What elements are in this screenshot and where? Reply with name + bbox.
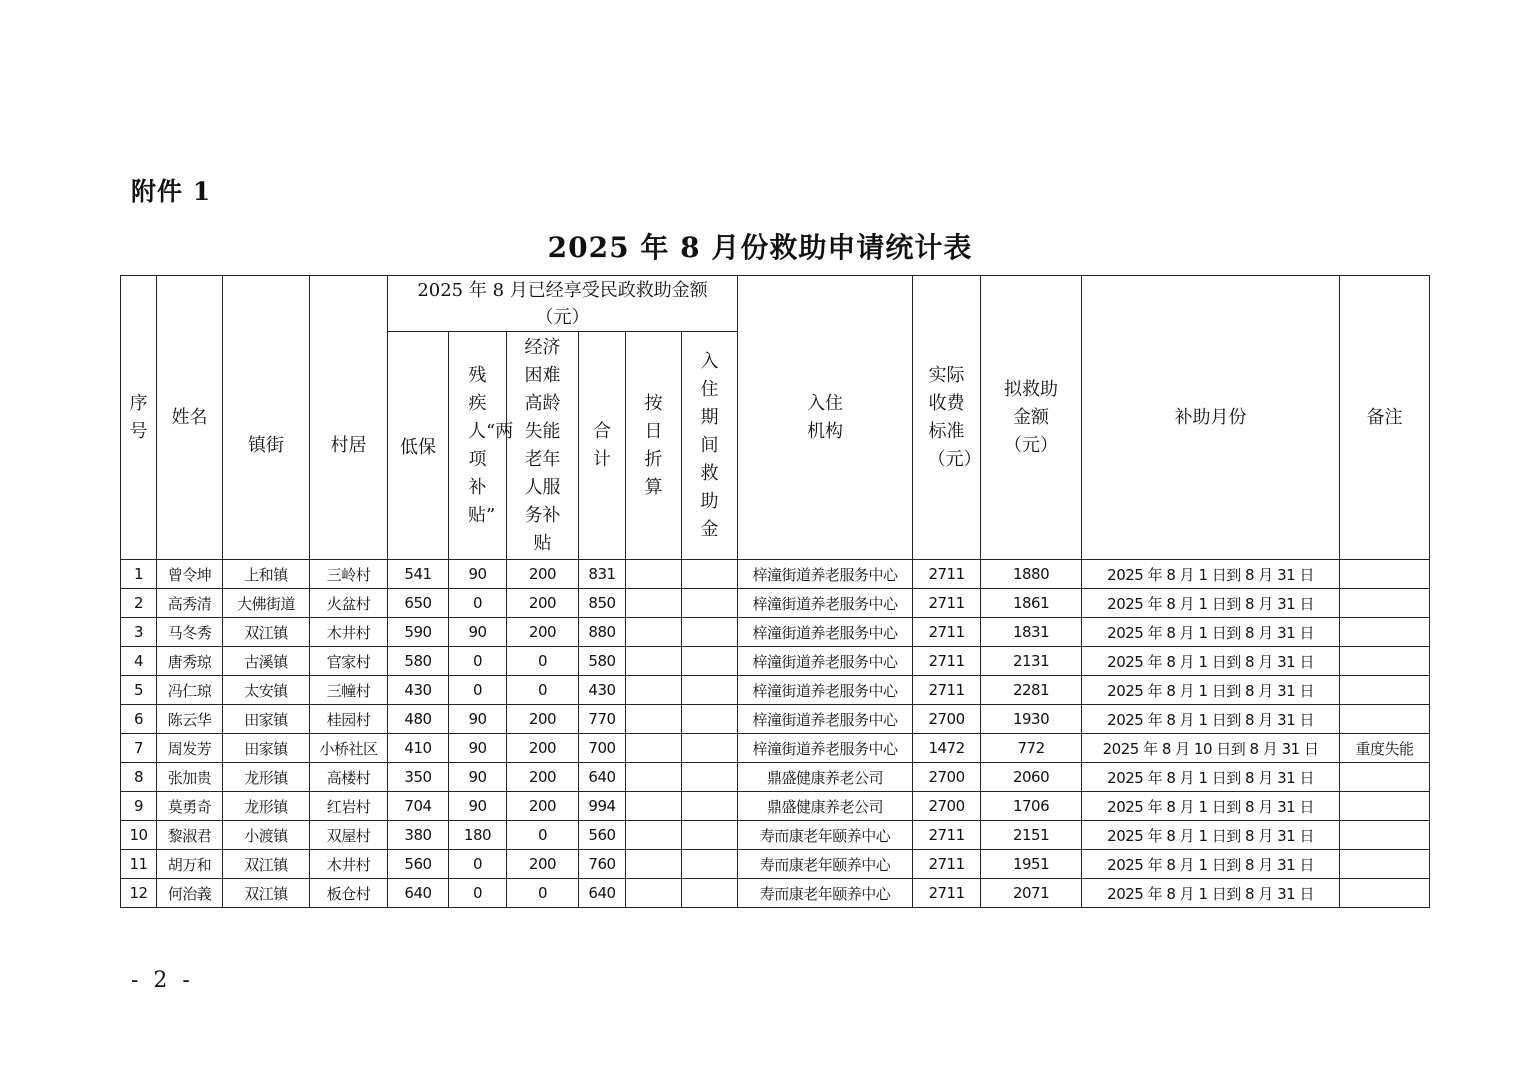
cell-remark — [1340, 589, 1430, 618]
header-dibao: 低保 — [388, 332, 449, 560]
cell-institution: 梓潼街道养老服务中心 — [738, 676, 913, 705]
cell-institution: 梓潼街道养老服务中心 — [738, 560, 913, 589]
cell-daily — [626, 560, 682, 589]
cell-stay-aid — [682, 647, 738, 676]
cell-proposed: 1706 — [981, 792, 1082, 821]
cell-village: 高楼村 — [310, 763, 388, 792]
cell-total: 880 — [579, 618, 626, 647]
page-number: - 2 - — [131, 968, 194, 993]
cell-disabled: 0 — [449, 589, 507, 618]
cell-disabled: 0 — [449, 647, 507, 676]
cell-town: 双江镇 — [223, 618, 310, 647]
cell-town: 双江镇 — [223, 850, 310, 879]
cell-town: 田家镇 — [223, 734, 310, 763]
cell-proposed: 2281 — [981, 676, 1082, 705]
header-seq: 序号 — [121, 276, 157, 560]
cell-town: 田家镇 — [223, 705, 310, 734]
cell-fee: 2711 — [913, 850, 981, 879]
cell-stay-aid — [682, 618, 738, 647]
cell-remark — [1340, 618, 1430, 647]
attachment-label: 附件 1 — [131, 177, 212, 206]
cell-seq: 8 — [121, 763, 157, 792]
cell-seq: 10 — [121, 821, 157, 850]
cell-elderly: 200 — [507, 560, 579, 589]
cell-dibao: 480 — [388, 705, 449, 734]
cell-total: 640 — [579, 879, 626, 908]
cell-elderly: 0 — [507, 879, 579, 908]
cell-name: 何治義 — [157, 879, 223, 908]
cell-village: 官家村 — [310, 647, 388, 676]
header-fee: 实际收费标准（元） — [913, 276, 981, 560]
cell-seq: 7 — [121, 734, 157, 763]
cell-stay-aid — [682, 705, 738, 734]
cell-village: 三幢村 — [310, 676, 388, 705]
cell-daily — [626, 879, 682, 908]
cell-town: 龙形镇 — [223, 763, 310, 792]
cell-name: 张加贵 — [157, 763, 223, 792]
cell-fee: 2700 — [913, 763, 981, 792]
cell-name: 高秀清 — [157, 589, 223, 618]
cell-institution: 寿而康老年颐养中心 — [738, 821, 913, 850]
cell-daily — [626, 705, 682, 734]
cell-disabled: 90 — [449, 792, 507, 821]
header-total: 合计 — [579, 332, 626, 560]
cell-daily — [626, 850, 682, 879]
cell-proposed: 1930 — [981, 705, 1082, 734]
cell-elderly: 200 — [507, 618, 579, 647]
cell-elderly: 200 — [507, 705, 579, 734]
cell-daily — [626, 589, 682, 618]
cell-institution: 梓潼街道养老服务中心 — [738, 705, 913, 734]
header-received-aid-group: 2025 年 8 月已经享受民政救助金额（元） — [388, 276, 738, 332]
cell-months: 2025 年 8 月 1 日到 8 月 31 日 — [1082, 589, 1340, 618]
cell-months: 2025 年 8 月 1 日到 8 月 31 日 — [1082, 560, 1340, 589]
cell-stay-aid — [682, 734, 738, 763]
cell-months: 2025 年 8 月 1 日到 8 月 31 日 — [1082, 763, 1340, 792]
cell-name: 马冬秀 — [157, 618, 223, 647]
cell-institution: 鼎盛健康养老公司 — [738, 763, 913, 792]
cell-fee: 2700 — [913, 705, 981, 734]
table-row — [121, 734, 1430, 763]
cell-fee: 2711 — [913, 821, 981, 850]
cell-stay-aid — [682, 560, 738, 589]
cell-elderly: 0 — [507, 821, 579, 850]
cell-disabled: 90 — [449, 560, 507, 589]
cell-seq: 3 — [121, 618, 157, 647]
cell-village: 红岩村 — [310, 792, 388, 821]
cell-remark — [1340, 647, 1430, 676]
cell-elderly: 0 — [507, 647, 579, 676]
table-row — [121, 792, 1430, 821]
table-row — [121, 705, 1430, 734]
cell-total: 560 — [579, 821, 626, 850]
cell-name: 周发芳 — [157, 734, 223, 763]
cell-name: 冯仁琼 — [157, 676, 223, 705]
cell-dibao: 590 — [388, 618, 449, 647]
cell-months: 2025 年 8 月 1 日到 8 月 31 日 — [1082, 792, 1340, 821]
cell-fee: 2711 — [913, 618, 981, 647]
cell-total: 831 — [579, 560, 626, 589]
cell-fee: 2700 — [913, 792, 981, 821]
cell-disabled: 0 — [449, 850, 507, 879]
cell-total: 760 — [579, 850, 626, 879]
cell-daily — [626, 647, 682, 676]
cell-total: 994 — [579, 792, 626, 821]
cell-town: 古溪镇 — [223, 647, 310, 676]
header-disabled-subsidy: 残疾人“两项补贴” — [449, 332, 507, 560]
cell-daily — [626, 734, 682, 763]
cell-proposed: 1831 — [981, 618, 1082, 647]
cell-dibao: 640 — [388, 879, 449, 908]
cell-name: 唐秀琼 — [157, 647, 223, 676]
header-proposed: 拟救助金额（元） — [981, 276, 1082, 560]
cell-daily — [626, 792, 682, 821]
cell-seq: 5 — [121, 676, 157, 705]
cell-stay-aid — [682, 850, 738, 879]
header-town: 镇街 — [223, 276, 310, 560]
cell-daily — [626, 618, 682, 647]
cell-institution: 鼎盛健康养老公司 — [738, 792, 913, 821]
cell-dibao: 650 — [388, 589, 449, 618]
cell-total: 580 — [579, 647, 626, 676]
cell-proposed: 1861 — [981, 589, 1082, 618]
cell-dibao: 430 — [388, 676, 449, 705]
cell-disabled: 180 — [449, 821, 507, 850]
cell-village: 木井村 — [310, 618, 388, 647]
cell-village: 小桥社区 — [310, 734, 388, 763]
cell-seq: 12 — [121, 879, 157, 908]
table-row — [121, 763, 1430, 792]
cell-total: 850 — [579, 589, 626, 618]
header-village: 村居 — [310, 276, 388, 560]
cell-dibao: 580 — [388, 647, 449, 676]
cell-remark — [1340, 792, 1430, 821]
cell-town: 双江镇 — [223, 879, 310, 908]
cell-seq: 2 — [121, 589, 157, 618]
cell-seq: 4 — [121, 647, 157, 676]
cell-proposed: 2131 — [981, 647, 1082, 676]
cell-name: 黎淑君 — [157, 821, 223, 850]
cell-seq: 1 — [121, 560, 157, 589]
table-row — [121, 560, 1430, 589]
cell-proposed: 2151 — [981, 821, 1082, 850]
cell-remark: 重度失能 — [1340, 734, 1430, 763]
table-row — [121, 821, 1430, 850]
header-months: 补助月份 — [1082, 276, 1340, 560]
cell-town: 太安镇 — [223, 676, 310, 705]
cell-stay-aid — [682, 763, 738, 792]
cell-village: 板仓村 — [310, 879, 388, 908]
table-row — [121, 589, 1430, 618]
cell-elderly: 200 — [507, 850, 579, 879]
cell-institution: 梓潼街道养老服务中心 — [738, 647, 913, 676]
cell-stay-aid — [682, 879, 738, 908]
cell-remark — [1340, 763, 1430, 792]
cell-dibao: 541 — [388, 560, 449, 589]
cell-dibao: 410 — [388, 734, 449, 763]
cell-disabled: 90 — [449, 618, 507, 647]
cell-dibao: 704 — [388, 792, 449, 821]
cell-total: 700 — [579, 734, 626, 763]
cell-town: 小渡镇 — [223, 821, 310, 850]
cell-proposed: 1880 — [981, 560, 1082, 589]
cell-village: 木井村 — [310, 850, 388, 879]
cell-fee: 2711 — [913, 879, 981, 908]
cell-daily — [626, 821, 682, 850]
cell-village: 火盆村 — [310, 589, 388, 618]
cell-town: 上和镇 — [223, 560, 310, 589]
cell-disabled: 90 — [449, 763, 507, 792]
cell-seq: 6 — [121, 705, 157, 734]
cell-dibao: 380 — [388, 821, 449, 850]
header-name: 姓名 — [157, 276, 223, 560]
cell-proposed: 2071 — [981, 879, 1082, 908]
aid-statistics-table — [120, 275, 1430, 908]
cell-proposed: 1951 — [981, 850, 1082, 879]
cell-elderly: 200 — [507, 734, 579, 763]
cell-remark — [1340, 879, 1430, 908]
cell-institution: 寿而康老年颐养中心 — [738, 850, 913, 879]
cell-proposed: 772 — [981, 734, 1082, 763]
cell-institution: 梓潼街道养老服务中心 — [738, 618, 913, 647]
table-row — [121, 676, 1430, 705]
cell-disabled: 90 — [449, 734, 507, 763]
cell-name: 曾令坤 — [157, 560, 223, 589]
cell-disabled: 0 — [449, 879, 507, 908]
cell-months: 2025 年 8 月 10 日到 8 月 31 日 — [1082, 734, 1340, 763]
cell-stay-aid — [682, 821, 738, 850]
cell-seq: 11 — [121, 850, 157, 879]
cell-months: 2025 年 8 月 1 日到 8 月 31 日 — [1082, 676, 1340, 705]
cell-remark — [1340, 821, 1430, 850]
table-row — [121, 850, 1430, 879]
cell-months: 2025 年 8 月 1 日到 8 月 31 日 — [1082, 705, 1340, 734]
cell-months: 2025 年 8 月 1 日到 8 月 31 日 — [1082, 618, 1340, 647]
cell-dibao: 350 — [388, 763, 449, 792]
cell-institution: 梓潼街道养老服务中心 — [738, 589, 913, 618]
cell-disabled: 90 — [449, 705, 507, 734]
cell-fee: 2711 — [913, 560, 981, 589]
cell-proposed: 2060 — [981, 763, 1082, 792]
cell-fee: 2711 — [913, 647, 981, 676]
table-row — [121, 647, 1430, 676]
cell-elderly: 200 — [507, 589, 579, 618]
cell-name: 陈云华 — [157, 705, 223, 734]
cell-village: 双屋村 — [310, 821, 388, 850]
cell-town: 大佛街道 — [223, 589, 310, 618]
cell-remark — [1340, 705, 1430, 734]
cell-elderly: 0 — [507, 676, 579, 705]
cell-stay-aid — [682, 676, 738, 705]
header-daily-rate: 按日折算 — [626, 332, 682, 560]
cell-remark — [1340, 850, 1430, 879]
cell-stay-aid — [682, 589, 738, 618]
cell-village: 桂园村 — [310, 705, 388, 734]
header-elderly-subsidy: 经济困难高龄失能老年人服务补贴 — [507, 332, 579, 560]
header-remark: 备注 — [1340, 276, 1430, 560]
cell-months: 2025 年 8 月 1 日到 8 月 31 日 — [1082, 850, 1340, 879]
cell-village: 三岭村 — [310, 560, 388, 589]
cell-institution: 寿而康老年颐养中心 — [738, 879, 913, 908]
table-row — [121, 879, 1430, 908]
header-institution: 入住机构 — [738, 276, 913, 560]
table-row — [121, 618, 1430, 647]
cell-months: 2025 年 8 月 1 日到 8 月 31 日 — [1082, 879, 1340, 908]
cell-stay-aid — [682, 792, 738, 821]
cell-name: 胡万和 — [157, 850, 223, 879]
cell-total: 770 — [579, 705, 626, 734]
cell-fee: 2711 — [913, 589, 981, 618]
cell-elderly: 200 — [507, 763, 579, 792]
cell-elderly: 200 — [507, 792, 579, 821]
cell-months: 2025 年 8 月 1 日到 8 月 31 日 — [1082, 821, 1340, 850]
document-title: 2025 年 8 月份救助申请统计表 — [547, 231, 973, 264]
cell-months: 2025 年 8 月 1 日到 8 月 31 日 — [1082, 647, 1340, 676]
cell-total: 640 — [579, 763, 626, 792]
cell-disabled: 0 — [449, 676, 507, 705]
cell-total: 430 — [579, 676, 626, 705]
cell-daily — [626, 763, 682, 792]
cell-name: 莫勇奇 — [157, 792, 223, 821]
cell-remark — [1340, 560, 1430, 589]
header-stay-aid: 入住期间救助金 — [682, 332, 738, 560]
cell-town: 龙形镇 — [223, 792, 310, 821]
cell-institution: 梓潼街道养老服务中心 — [738, 734, 913, 763]
cell-remark — [1340, 676, 1430, 705]
cell-seq: 9 — [121, 792, 157, 821]
cell-fee: 1472 — [913, 734, 981, 763]
cell-fee: 2711 — [913, 676, 981, 705]
cell-dibao: 560 — [388, 850, 449, 879]
cell-daily — [626, 676, 682, 705]
